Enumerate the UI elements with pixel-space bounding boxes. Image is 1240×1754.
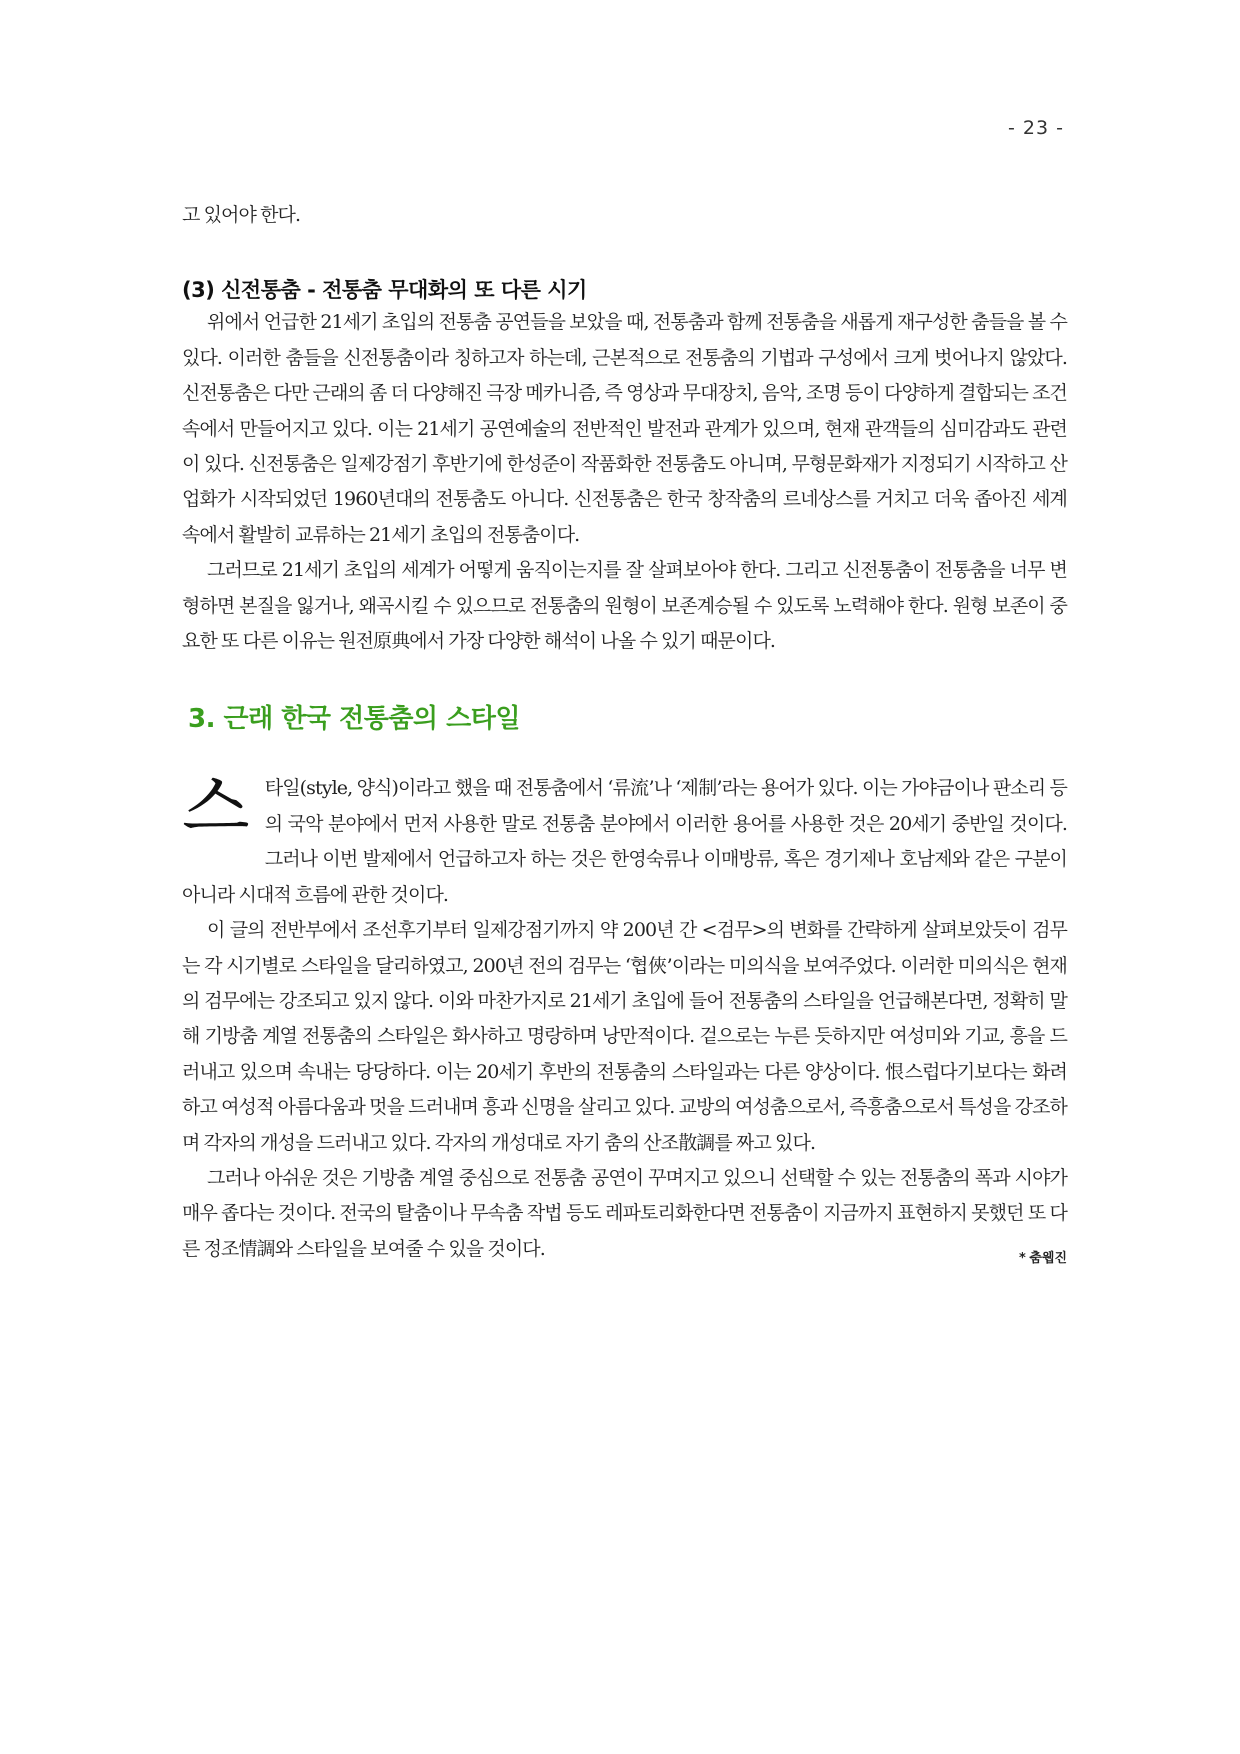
subsection-paragraph-2: 그러므로 21세기 초입의 세계가 어떻게 움직이는지를 잘 살펴보아야 한다. 그리고 신전통춤이 전통춤을 너무 변형하면 본질을 잃거나, 왜곡시킬 수 있으므로 전통춤의 원형이 보존계승될 수 있도록 노력해야 한다. 원형 보존이 중요한 또 다른 이유는 원전原典에서 가장 다양한 해석이 나올 수 있기 때문이다.: [182, 559, 1067, 653]
drop-cap: 스: [182, 766, 249, 849]
section-first-paragraph: [182, 766, 1067, 913]
subsection-title: (3) 신전통춤 - 전통춤 무대화의 또 다른 시기: [182, 278, 587, 303]
page-content: [182, 198, 1067, 1276]
section-title: 3. 근래 한국 전통춤의 스타일: [188, 704, 520, 735]
first-paragraph-text: 타일(style, 양식)이라고 했을 때 전통춤에서 ‘류流’나 ‘제制’라는 용어가 있다. 이는 가야금이나 판소리 등의 국악 분야에서 먼저 사용한 말로 전통춤 분야에서 이러한 용어를 사용한 것은 20세기 중반일 것이다. 그러나 이번 발제에서 언급하고자 하는 것은 한영숙류나 이매방류, 혹은 경기제나 호남제와 같은 구분이 아니라 시대적 흐름에 관한 것이다.: [182, 777, 1067, 906]
section-last-paragraph: [182, 1161, 1067, 1267]
continuation-text: 고 있어야 한다.: [182, 204, 301, 226]
subsection-paragraph-1: 위에서 언급한 21세기 초입의 전통춤 공연들을 보았을 때, 전통춤과 함께 전통춤을 새롭게 재구성한 춤들을 볼 수 있다. 이러한 춤들을 신전통춤이라 칭하고자 하는데, 근본적으로 전통춤의 기법과 구성에서 크게 벗어나지 않았다. 신전통춤은 다만 근래의 좀 더 다양해진 극장 메카니즘, 즉 영상과 무대장치, 음악, 조명 등이 다양하게 결합되는 조건 속에서 만들어지고 있다. 이는 21세기 공연예술의 전반적인 발전과 관계가 있으며, 현재 관객들의 심미감과도 관련이 있다. 신전통춤은 일제강점기 후반기에 한성준이 작품화한 전통춤도 아니며, 무형문화재가 지정되기 시작하고 산업화가 시작되었던 1960년대의 전통춤도 아니다. 신전통춤은 한국 창작춤의 르네상스를 거치고 더욱 좁아진 세계 속에서 활발히 교류하는 21세기 초입의 전통춤이다.: [182, 311, 1067, 546]
page-number: - 23 -: [1008, 117, 1064, 139]
section-paragraph-2: 이 글의 전반부에서 조선후기부터 일제강점기까지 약 200년 간 <검무>의 변화를 간략하게 살펴보았듯이 검무는 각 시기별로 스타일을 달리하였고, 200년 전의 검무는 ‘협俠’이라는 미의식을 보여주었다. 이러한 미의식은 현재의 검무에는 강조되고 있지 않다. 이와 마찬가지로 21세기 초입에 들어 전통춤의 스타일을 언급해본다면, 정확히 말해 기방춤 계열 전통춤의 스타일은 화사하고 명랑하며 낭만적이다. 겉으로는 누른 듯하지만 여성미와 기교, 흥을 드러내고 있으며 속내는 당당하다. 이는 20세기 후반의 전통춤의 스타일과는 다른 양상이다. 恨스럽다기보다는 화려하고 여성적 아름다움과 멋을 드러내며 흥과 신명을 살리고 있다. 교방의 여성춤으로서, 즉흥춤으로서 특성을 강조하며 각자의 개성을 드러내고 있다. 각자의 개성대로 자기 춤의 산조散調를 짜고 있다.: [182, 919, 1067, 1154]
source-signature: * 춤웹진: [1019, 1250, 1067, 1266]
last-paragraph-text: 그러나 아쉬운 것은 기방춤 계열 중심으로 전통춤 공연이 꾸며지고 있으니 선택할 수 있는 전통춤의 폭과 시야가 매우 좁다는 것이다. 전국의 탈춤이나 무속춤 작법 등도 레파토리화한다면 전통춤이 지금까지 표현하지 못했던 또 다른 정조情調와 스타일을 보여줄 수 있을 것이다.: [182, 1166, 1067, 1260]
